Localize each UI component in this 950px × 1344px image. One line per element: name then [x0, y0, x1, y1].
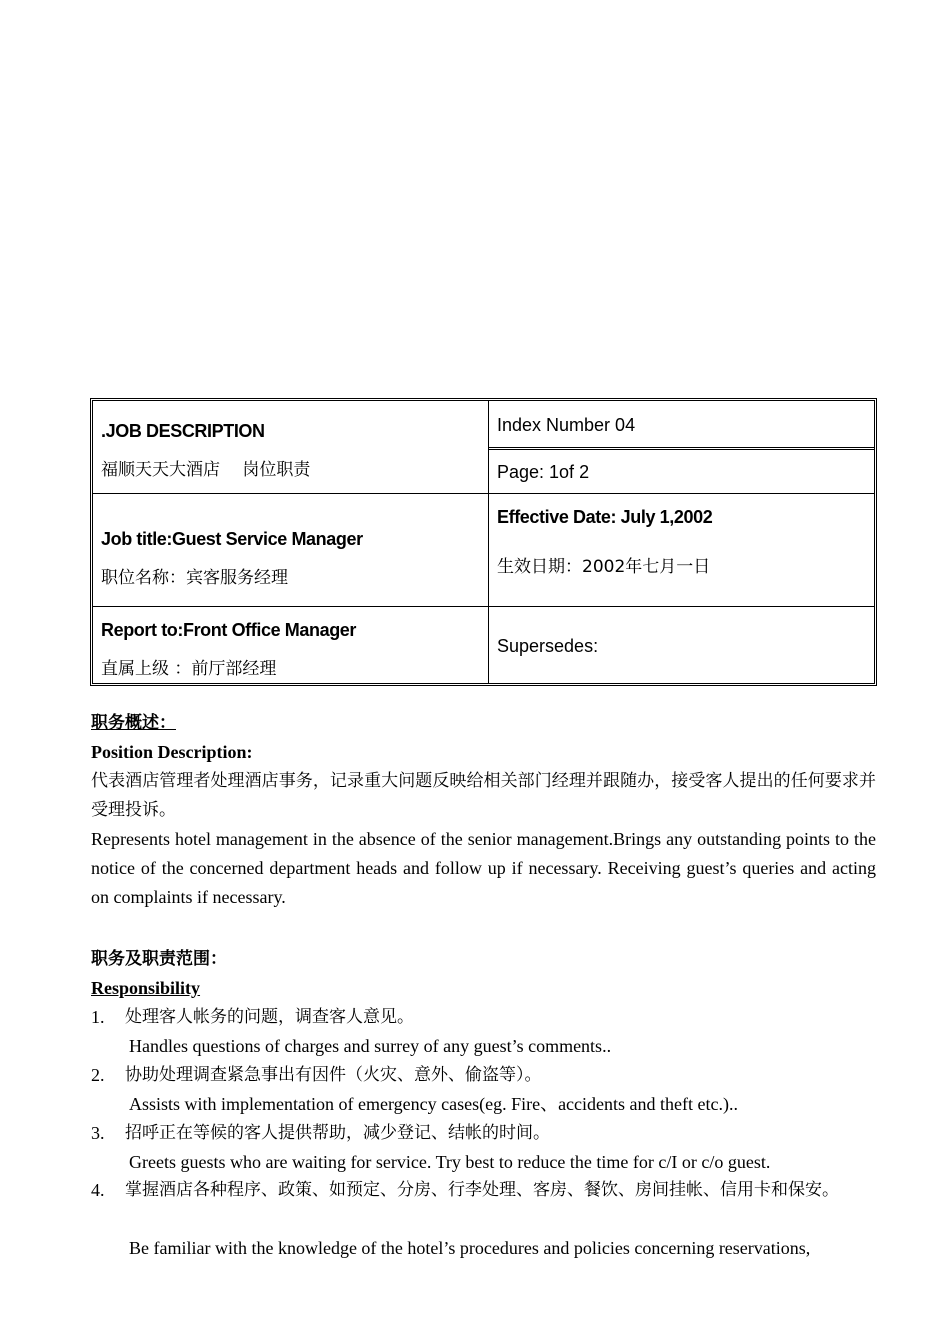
- item-en: Assists with implementation of emergency cases(eg. Fire、accidents and theft etc.)..: [129, 1094, 738, 1114]
- report-to: Report to:Front Office Manager: [101, 620, 357, 640]
- item-en: Be familiar with the knowledge of the hotel’s procedures and policies concerning reservations,: [129, 1238, 811, 1258]
- effective-date-zh: 生效日期：2002年七月一日: [497, 557, 711, 577]
- index-number: Index Number 04: [497, 415, 636, 435]
- job-header-table: [90, 398, 877, 686]
- item-zh: 处理客人帐务的问题，调查客人意见。: [125, 1007, 414, 1027]
- position-desc-zh: 代表酒店管理者处理酒店事务，记录重大问题反映给相关部门经理并跟随办，接受客人提出的任何要求并受理投诉。: [91, 771, 876, 820]
- responsibility-section: [91, 945, 876, 1003]
- position-desc-en: Represents hotel management in the absence of the senior management.Brings any outstanding points to the notice of the concerned department heads and follow up if necessary. Receiving guest’s queries and acting on complaints if necessary.: [91, 829, 876, 907]
- position-heading-zh: 职务概述：: [91, 713, 176, 733]
- job-title-zh: 职位名称：宾客服务经理: [101, 568, 288, 588]
- item-number: 3.: [91, 1123, 105, 1143]
- supersedes: Supersedes:: [497, 636, 599, 656]
- list-item: [91, 1119, 876, 1177]
- item-number: 4.: [91, 1180, 105, 1200]
- table-divider: [488, 401, 489, 683]
- item-zh: 掌握酒店各种程序、政策、如预定、分房、行李处理、客房、餐饮、房间挂帐、信用卡和保安。: [125, 1180, 839, 1200]
- item-en: Handles questions of charges and surrey of any guest’s comments..: [129, 1036, 612, 1056]
- table-divider: [93, 606, 874, 607]
- item-number: 1.: [91, 1007, 105, 1027]
- position-section: [91, 709, 876, 912]
- list-item: [91, 1061, 876, 1119]
- responsibility-heading-en: Responsibility: [91, 978, 201, 998]
- item-en: Greets guests who are waiting for service. Try best to reduce the time for c/I or c/o guest.: [129, 1152, 771, 1172]
- item-number: 2.: [91, 1065, 105, 1085]
- responsibility-heading-zh: 职务及职责范围：: [91, 949, 227, 969]
- table-divider: [93, 493, 874, 494]
- list-item: [91, 1003, 876, 1061]
- page-number: Page: 1of 2: [497, 462, 590, 482]
- report-to-zh: 直属上级 ：前厅部经理: [101, 659, 277, 679]
- job-title: Job title:Guest Service Manager: [101, 529, 363, 549]
- doc-title: .JOB DESCRIPTION: [101, 421, 265, 441]
- table-divider: [488, 447, 874, 450]
- doc-title-zh: 福顺天天大酒店 岗位职责: [101, 460, 311, 480]
- position-heading-en: Position Description:: [91, 742, 253, 762]
- item-zh: 协助处理调查紧急事出有因件（火灾、意外、偷盗等）。: [125, 1065, 542, 1085]
- list-item: [91, 1176, 876, 1266]
- item-zh: 招呼正在等候的客人提供帮助，减少登记、结帐的时间。: [125, 1123, 550, 1143]
- effective-date: Effective Date: July 1,2002: [497, 507, 713, 527]
